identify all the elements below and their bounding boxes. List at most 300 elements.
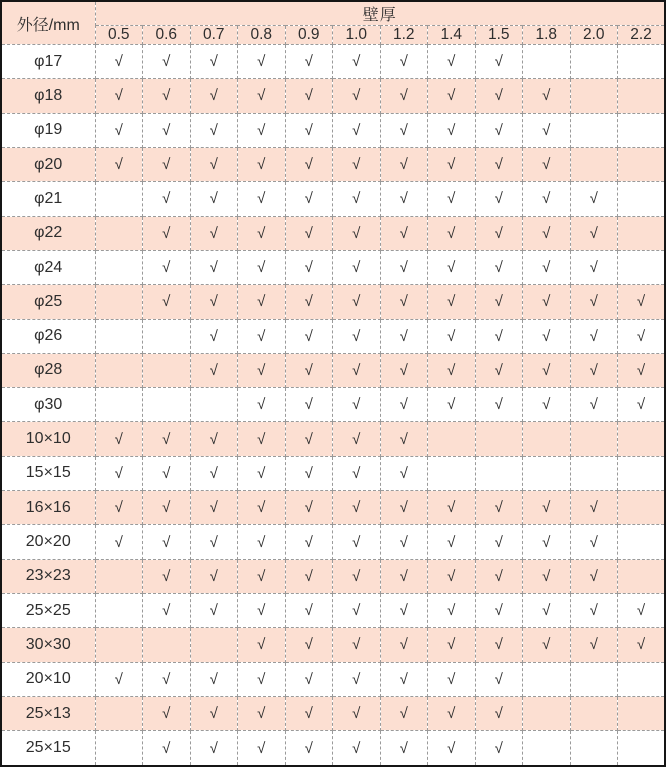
check-cell: √: [428, 388, 476, 422]
check-cell: √: [523, 182, 571, 216]
check-cell: √: [428, 182, 476, 216]
check-cell: √: [475, 285, 523, 319]
table-row: [1, 353, 665, 387]
empty-cell: [618, 147, 666, 181]
check-cell: √: [523, 216, 571, 250]
check-cell: √: [190, 456, 238, 490]
diameter-label: φ20: [1, 147, 95, 181]
check-cell: √: [238, 79, 286, 113]
table-row: [1, 731, 665, 766]
check-cell: √: [333, 216, 381, 250]
check-cell: √: [428, 285, 476, 319]
diameter-label: φ30: [1, 388, 95, 422]
check-cell: √: [285, 250, 333, 284]
check-cell: √: [285, 456, 333, 490]
check-cell: √: [143, 525, 191, 559]
table-row: [1, 113, 665, 147]
thickness-header-cell: 1.8: [523, 26, 571, 45]
check-cell: √: [428, 113, 476, 147]
check-cell: √: [190, 147, 238, 181]
check-cell: √: [143, 662, 191, 696]
check-cell: √: [238, 285, 286, 319]
table-row: [1, 216, 665, 250]
check-cell: √: [285, 388, 333, 422]
check-cell: √: [190, 182, 238, 216]
empty-cell: [618, 559, 666, 593]
check-cell: √: [428, 559, 476, 593]
empty-cell: [143, 353, 191, 387]
empty-cell: [475, 422, 523, 456]
check-cell: √: [475, 491, 523, 525]
empty-cell: [428, 456, 476, 490]
check-cell: √: [428, 594, 476, 628]
check-cell: √: [570, 182, 618, 216]
check-cell: √: [238, 388, 286, 422]
empty-cell: [618, 525, 666, 559]
thickness-header-cell: 0.6: [143, 26, 191, 45]
empty-cell: [523, 662, 571, 696]
check-cell: √: [475, 250, 523, 284]
check-cell: √: [475, 525, 523, 559]
check-cell: √: [380, 113, 428, 147]
check-cell: √: [190, 594, 238, 628]
check-cell: √: [238, 559, 286, 593]
check-cell: √: [428, 79, 476, 113]
thickness-header-cell: 2.2: [618, 26, 666, 45]
empty-cell: [95, 216, 143, 250]
check-cell: √: [570, 491, 618, 525]
check-cell: √: [618, 353, 666, 387]
thickness-header-cell: 0.7: [190, 26, 238, 45]
table-body: [1, 45, 665, 767]
check-cell: √: [523, 388, 571, 422]
check-cell: √: [143, 250, 191, 284]
check-cell: √: [380, 182, 428, 216]
check-cell: √: [238, 628, 286, 662]
check-cell: √: [333, 628, 381, 662]
check-cell: √: [333, 79, 381, 113]
diameter-label: φ22: [1, 216, 95, 250]
diameter-label: 23×23: [1, 559, 95, 593]
check-cell: √: [143, 79, 191, 113]
diameter-label: 25×13: [1, 696, 95, 730]
check-cell: √: [380, 696, 428, 730]
check-cell: √: [333, 594, 381, 628]
empty-cell: [95, 559, 143, 593]
empty-cell: [618, 456, 666, 490]
diameter-label: φ28: [1, 353, 95, 387]
check-cell: √: [428, 525, 476, 559]
diameter-label: 30×30: [1, 628, 95, 662]
check-cell: √: [333, 559, 381, 593]
empty-cell: [618, 422, 666, 456]
check-cell: √: [143, 456, 191, 490]
check-cell: √: [428, 353, 476, 387]
empty-cell: [95, 319, 143, 353]
diameter-label: φ26: [1, 319, 95, 353]
check-cell: √: [143, 594, 191, 628]
thickness-header-cell: 1.0: [333, 26, 381, 45]
diameter-label: 20×20: [1, 525, 95, 559]
check-cell: √: [428, 45, 476, 79]
check-cell: √: [428, 147, 476, 181]
check-cell: √: [285, 696, 333, 730]
check-cell: √: [190, 113, 238, 147]
check-cell: √: [380, 731, 428, 766]
check-cell: √: [428, 731, 476, 766]
check-cell: √: [523, 319, 571, 353]
thickness-header-cell: 0.9: [285, 26, 333, 45]
check-cell: √: [570, 250, 618, 284]
check-cell: √: [285, 628, 333, 662]
check-cell: √: [523, 525, 571, 559]
thickness-header-row: [1, 26, 665, 45]
check-cell: √: [95, 456, 143, 490]
table-row: [1, 525, 665, 559]
check-cell: √: [570, 353, 618, 387]
diameter-label: 25×15: [1, 731, 95, 766]
diameter-label: 20×10: [1, 662, 95, 696]
check-cell: √: [238, 45, 286, 79]
check-cell: √: [475, 45, 523, 79]
check-cell: √: [380, 285, 428, 319]
check-cell: √: [143, 147, 191, 181]
check-cell: √: [475, 113, 523, 147]
diameter-label: φ25: [1, 285, 95, 319]
diameter-label: φ18: [1, 79, 95, 113]
check-cell: √: [95, 147, 143, 181]
check-cell: √: [428, 250, 476, 284]
table-header: [1, 1, 665, 45]
check-cell: √: [190, 731, 238, 766]
check-cell: √: [285, 353, 333, 387]
check-cell: √: [238, 422, 286, 456]
table-row: [1, 250, 665, 284]
empty-cell: [95, 731, 143, 766]
empty-cell: [570, 113, 618, 147]
check-cell: √: [238, 319, 286, 353]
check-cell: √: [523, 147, 571, 181]
check-cell: √: [475, 319, 523, 353]
check-cell: √: [285, 731, 333, 766]
check-cell: √: [143, 216, 191, 250]
table-row: [1, 456, 665, 490]
check-cell: √: [190, 559, 238, 593]
check-cell: √: [190, 422, 238, 456]
check-cell: √: [570, 216, 618, 250]
check-cell: √: [428, 662, 476, 696]
check-cell: √: [380, 79, 428, 113]
wall-thickness-group-header: 壁厚: [95, 1, 665, 26]
group-header-row: [1, 1, 665, 26]
check-cell: √: [523, 559, 571, 593]
check-cell: √: [285, 45, 333, 79]
check-cell: √: [285, 285, 333, 319]
table-row: [1, 628, 665, 662]
check-cell: √: [618, 285, 666, 319]
check-cell: √: [190, 79, 238, 113]
table-row: [1, 45, 665, 79]
empty-cell: [143, 628, 191, 662]
check-cell: √: [523, 594, 571, 628]
empty-cell: [523, 456, 571, 490]
check-cell: √: [380, 525, 428, 559]
table-row: [1, 594, 665, 628]
check-cell: √: [380, 319, 428, 353]
check-cell: √: [95, 79, 143, 113]
empty-cell: [95, 353, 143, 387]
empty-cell: [570, 662, 618, 696]
table-row: [1, 662, 665, 696]
check-cell: √: [428, 216, 476, 250]
diameter-label: 15×15: [1, 456, 95, 490]
check-cell: √: [190, 285, 238, 319]
check-cell: √: [285, 182, 333, 216]
check-cell: √: [570, 628, 618, 662]
table-row: [1, 319, 665, 353]
check-cell: √: [380, 559, 428, 593]
check-cell: √: [523, 491, 571, 525]
empty-cell: [570, 45, 618, 79]
check-cell: √: [570, 285, 618, 319]
check-cell: √: [143, 696, 191, 730]
check-cell: √: [190, 525, 238, 559]
check-cell: √: [333, 319, 381, 353]
check-cell: √: [523, 628, 571, 662]
check-cell: √: [285, 422, 333, 456]
table-row: [1, 147, 665, 181]
check-cell: √: [475, 559, 523, 593]
empty-cell: [95, 182, 143, 216]
check-cell: √: [380, 250, 428, 284]
check-cell: √: [190, 216, 238, 250]
check-cell: √: [523, 79, 571, 113]
table-row: [1, 79, 665, 113]
check-cell: √: [238, 216, 286, 250]
check-cell: √: [523, 285, 571, 319]
check-cell: √: [428, 628, 476, 662]
check-cell: √: [380, 491, 428, 525]
check-cell: √: [380, 594, 428, 628]
check-cell: √: [143, 491, 191, 525]
check-cell: √: [475, 628, 523, 662]
check-cell: √: [95, 45, 143, 79]
check-cell: √: [570, 559, 618, 593]
check-cell: √: [143, 285, 191, 319]
table-row: [1, 559, 665, 593]
check-cell: √: [143, 182, 191, 216]
check-cell: √: [238, 525, 286, 559]
check-cell: √: [380, 353, 428, 387]
check-cell: √: [618, 388, 666, 422]
check-cell: √: [333, 182, 381, 216]
check-cell: √: [475, 216, 523, 250]
empty-cell: [618, 79, 666, 113]
check-cell: √: [143, 422, 191, 456]
empty-cell: [143, 388, 191, 422]
empty-cell: [570, 456, 618, 490]
check-cell: √: [238, 250, 286, 284]
check-cell: √: [333, 45, 381, 79]
thickness-header-cell: 0.8: [238, 26, 286, 45]
check-cell: √: [523, 353, 571, 387]
check-cell: √: [238, 147, 286, 181]
check-cell: √: [380, 456, 428, 490]
check-cell: √: [475, 662, 523, 696]
check-cell: √: [380, 147, 428, 181]
check-cell: √: [475, 79, 523, 113]
table-row: [1, 422, 665, 456]
check-cell: √: [285, 113, 333, 147]
table-row: [1, 388, 665, 422]
check-cell: √: [238, 594, 286, 628]
check-cell: √: [285, 147, 333, 181]
check-cell: √: [475, 696, 523, 730]
empty-cell: [570, 731, 618, 766]
empty-cell: [618, 491, 666, 525]
empty-cell: [618, 113, 666, 147]
check-cell: √: [143, 45, 191, 79]
check-cell: √: [285, 559, 333, 593]
check-cell: √: [333, 388, 381, 422]
check-cell: √: [285, 79, 333, 113]
check-cell: √: [380, 662, 428, 696]
check-cell: √: [190, 662, 238, 696]
table-row: [1, 285, 665, 319]
check-cell: √: [618, 628, 666, 662]
empty-cell: [95, 628, 143, 662]
check-cell: √: [95, 525, 143, 559]
check-cell: √: [238, 696, 286, 730]
check-cell: √: [380, 422, 428, 456]
empty-cell: [95, 285, 143, 319]
empty-cell: [570, 79, 618, 113]
table-row: [1, 491, 665, 525]
check-cell: √: [285, 525, 333, 559]
empty-cell: [523, 696, 571, 730]
check-cell: √: [285, 594, 333, 628]
check-cell: √: [333, 113, 381, 147]
empty-cell: [190, 388, 238, 422]
check-cell: √: [285, 216, 333, 250]
check-cell: √: [333, 422, 381, 456]
diameter-label: 16×16: [1, 491, 95, 525]
check-cell: √: [333, 353, 381, 387]
table-row: [1, 182, 665, 216]
check-cell: √: [428, 491, 476, 525]
check-cell: √: [95, 113, 143, 147]
check-cell: √: [475, 353, 523, 387]
check-cell: √: [428, 696, 476, 730]
check-cell: √: [380, 628, 428, 662]
check-cell: √: [475, 594, 523, 628]
check-cell: √: [380, 388, 428, 422]
table-row: [1, 696, 665, 730]
thickness-header-cell: 2.0: [570, 26, 618, 45]
check-cell: √: [570, 525, 618, 559]
check-cell: √: [95, 422, 143, 456]
corner-header-outer-diameter: 外径/mm: [1, 1, 95, 45]
empty-cell: [618, 182, 666, 216]
check-cell: √: [570, 319, 618, 353]
check-cell: √: [428, 319, 476, 353]
empty-cell: [95, 594, 143, 628]
check-cell: √: [333, 250, 381, 284]
check-cell: √: [475, 388, 523, 422]
empty-cell: [95, 388, 143, 422]
check-cell: √: [333, 456, 381, 490]
check-cell: √: [475, 182, 523, 216]
empty-cell: [523, 731, 571, 766]
check-cell: √: [618, 594, 666, 628]
check-cell: √: [190, 250, 238, 284]
check-cell: √: [190, 45, 238, 79]
check-cell: √: [380, 216, 428, 250]
empty-cell: [618, 731, 666, 766]
empty-cell: [618, 696, 666, 730]
check-cell: √: [570, 388, 618, 422]
check-cell: √: [238, 353, 286, 387]
check-cell: √: [333, 731, 381, 766]
diameter-label: φ21: [1, 182, 95, 216]
diameter-label: 10×10: [1, 422, 95, 456]
empty-cell: [570, 422, 618, 456]
empty-cell: [618, 250, 666, 284]
check-cell: √: [475, 731, 523, 766]
diameter-label: φ17: [1, 45, 95, 79]
thickness-header-cell: 1.4: [428, 26, 476, 45]
check-cell: √: [333, 285, 381, 319]
check-cell: √: [143, 731, 191, 766]
check-cell: √: [95, 662, 143, 696]
check-cell: √: [333, 525, 381, 559]
check-cell: √: [238, 456, 286, 490]
diameter-label: 25×25: [1, 594, 95, 628]
empty-cell: [618, 216, 666, 250]
check-cell: √: [238, 731, 286, 766]
check-cell: √: [285, 319, 333, 353]
empty-cell: [523, 45, 571, 79]
check-cell: √: [523, 113, 571, 147]
check-cell: √: [238, 491, 286, 525]
check-cell: √: [143, 113, 191, 147]
check-cell: √: [190, 319, 238, 353]
empty-cell: [618, 662, 666, 696]
empty-cell: [570, 147, 618, 181]
thickness-header-cell: 0.5: [95, 26, 143, 45]
check-cell: √: [380, 45, 428, 79]
check-cell: √: [190, 696, 238, 730]
check-cell: √: [238, 113, 286, 147]
check-cell: √: [285, 491, 333, 525]
check-cell: √: [190, 491, 238, 525]
diameter-label: φ19: [1, 113, 95, 147]
thickness-header-cell: 1.2: [380, 26, 428, 45]
check-cell: √: [190, 353, 238, 387]
check-cell: √: [618, 319, 666, 353]
diameter-label: φ24: [1, 250, 95, 284]
check-cell: √: [523, 250, 571, 284]
check-cell: √: [475, 147, 523, 181]
empty-cell: [428, 422, 476, 456]
check-cell: √: [238, 662, 286, 696]
empty-cell: [95, 250, 143, 284]
check-cell: √: [333, 147, 381, 181]
empty-cell: [95, 696, 143, 730]
check-cell: √: [285, 662, 333, 696]
empty-cell: [570, 696, 618, 730]
thickness-header-cell: 1.5: [475, 26, 523, 45]
